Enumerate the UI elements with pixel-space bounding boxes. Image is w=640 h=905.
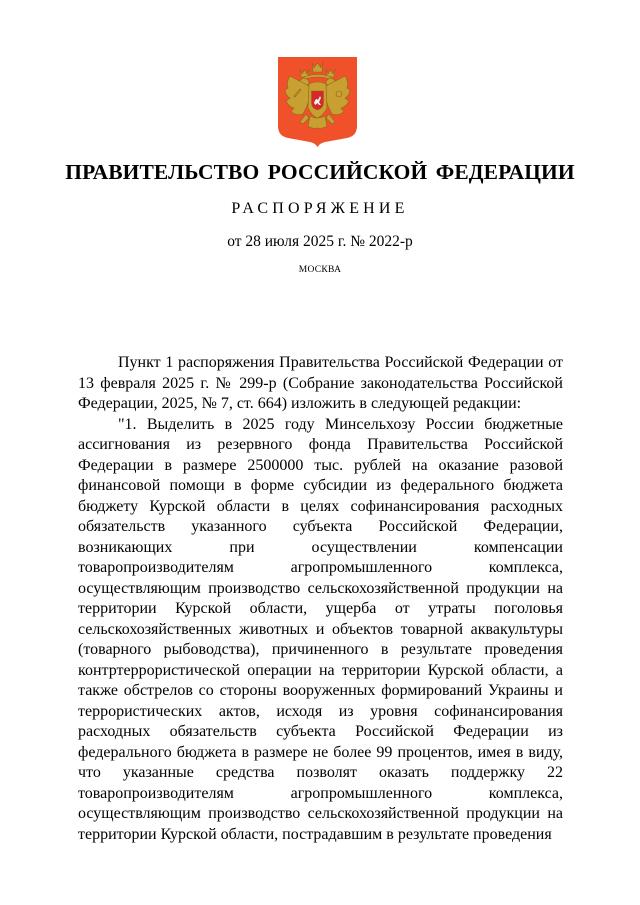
paragraph-amendment-intro: Пункт 1 распоряжения Правительства Российской Федерации от 13 февраля 2025 г. № 299-р (Собрание законодательства Российской Федерации, 2025, № 7, ст. 664) изложить в следующей редакции: xyxy=(78,354,563,412)
document-body xyxy=(78,353,563,845)
document-type: РАСПОРЯЖЕНИЕ xyxy=(231,200,409,217)
paragraph-amended-text: "1. Выделить в 2025 году Минсельхозу России бюджетные ассигнования из резервного фонда Правительства Российской Федерации в размере 2500000 тыс. рублей на оказание разовой финансовой помощи в форме субсидии из федерального бюджета бюджету Курской области в целях софинансирования расходных обязательств указанного субъекта Российской Федерации, возникающих при осуществлении компенсации товаропроизводителям агропромышленного комплекса, осуществляющим производство сельскохозяйственной продукции на территории Курской области, ущерба от утраты поголовья сельскохозяйственных животных и объектов товарной аквакультуры (товарного рыбоводства), причиненного в результате проведения контртеррористической операции на территории Курской области, а также обстрелов со стороны вооруженных формирований Украины и террористических актов, исходя из уровня софинансирования расходных обязательств субъекта Российской Федерации из федерального бюджета в размере не более 99 процентов, имея в виду, что указанные средства позволят оказать поддержку 22 товаропроизводителям агропромышленного комплекса, осуществляющим производство сельскохозяйственной продукции на территории Курской области, пострадавшим в результате проведения xyxy=(78,415,563,843)
document-city: МОСКВА xyxy=(298,265,342,275)
document-date-number: от 28 июля 2025 г. № 2022-р xyxy=(227,233,413,250)
government-title: ПРАВИТЕЛЬСТВО РОССИЙСКОЙ ФЕДЕРАЦИИ xyxy=(65,160,575,184)
coat-of-arms-icon xyxy=(276,56,359,148)
